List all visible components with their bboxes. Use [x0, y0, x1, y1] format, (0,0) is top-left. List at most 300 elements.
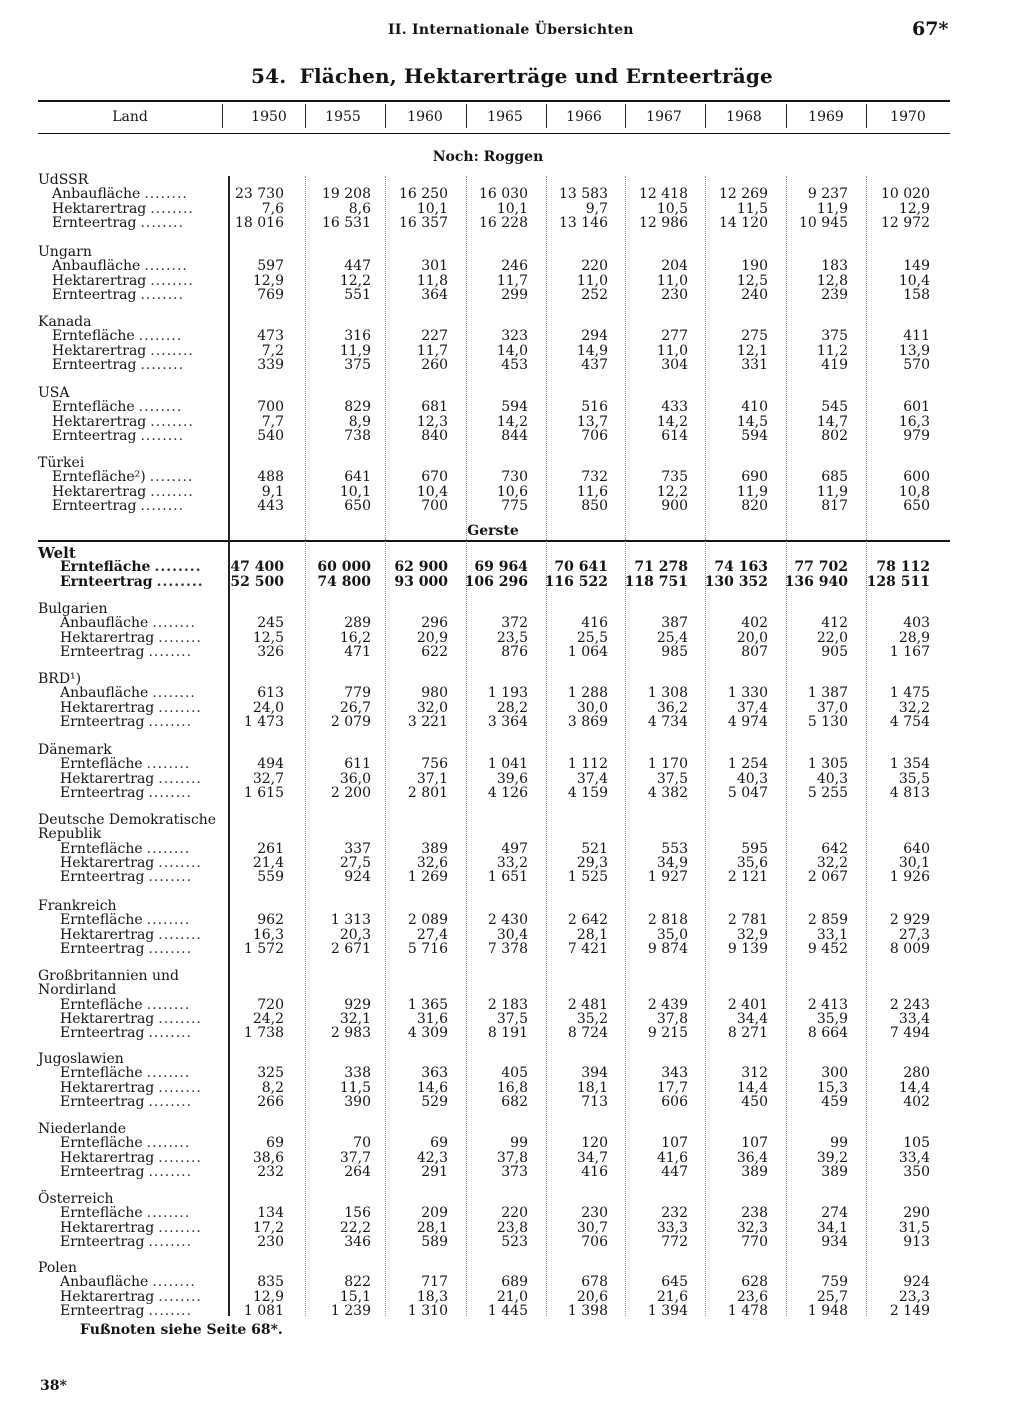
- row-label-text: Ernteertrag: [52, 498, 137, 514]
- table-cell: 23,5: [496, 629, 528, 646]
- table-cell: 116 522: [544, 573, 608, 590]
- table-cell: 26,7: [339, 699, 371, 716]
- table-cell: 1 239: [330, 1302, 371, 1319]
- row-label-text: Erntefläche: [60, 1066, 143, 1081]
- table-cell: 18,1: [576, 1079, 608, 1096]
- leader-dots: ........: [146, 841, 191, 857]
- table-cell: 1 041: [487, 756, 528, 773]
- table-cell: 31,6: [416, 1010, 448, 1027]
- leader-dots: ........: [158, 1150, 202, 1166]
- section-label-gerste: Gerste: [467, 523, 519, 539]
- table-cell: 2 401: [727, 996, 768, 1013]
- row-label-text: Erntefläche: [52, 400, 135, 415]
- country-name: Bulgarien: [38, 601, 108, 617]
- table-cell: 17,7: [656, 1079, 688, 1096]
- table-cell: 2 430: [487, 912, 528, 929]
- row-label: [60, 786, 226, 801]
- row-label: [60, 942, 226, 957]
- leader-dots: ........: [158, 1080, 202, 1096]
- row-label-text: Hektarertrag: [60, 771, 155, 787]
- table-cell: 11,0: [656, 272, 688, 289]
- country-name: Jugoslawien: [38, 1051, 124, 1067]
- table-cell: 1 651: [487, 869, 528, 886]
- leader-dots: ........: [149, 470, 194, 485]
- row-label: [60, 928, 226, 943]
- table-cell: 1 310: [407, 1302, 448, 1319]
- leader-dots: ........: [146, 913, 191, 928]
- table-cell: 275: [741, 328, 768, 345]
- row-label-text: Hektarertrag: [60, 1220, 155, 1236]
- row-label: [60, 616, 226, 631]
- table-cell: 11,9: [339, 342, 371, 359]
- table-cell: 27,5: [339, 854, 371, 871]
- table-cell: 375: [821, 328, 848, 345]
- row-label: [60, 686, 226, 701]
- table-cell: 447: [661, 1163, 688, 1180]
- table-cell: 962: [257, 912, 284, 929]
- table-cell: 12,2: [339, 272, 371, 289]
- table-cell: 2 671: [330, 940, 371, 957]
- table-cell: 12 972: [881, 214, 930, 231]
- row-label-text: Erntefläche: [60, 841, 143, 857]
- row-label-text: Erntefläche²): [52, 470, 146, 485]
- leader-dots: ........: [150, 201, 194, 217]
- leader-dots: ........: [158, 630, 202, 646]
- table-cell: 713: [581, 1093, 608, 1110]
- header-divider: [786, 104, 787, 128]
- table-cell: 650: [344, 497, 371, 514]
- table-cell: 690: [741, 469, 768, 486]
- table-cell: 4 734: [647, 713, 688, 730]
- table-cell: 35,9: [816, 1010, 848, 1027]
- table-cell: 338: [344, 1065, 371, 1082]
- table-cell: 4 754: [889, 713, 930, 730]
- table-cell: 1 387: [807, 685, 848, 702]
- table-cell: 473: [257, 328, 284, 345]
- table-cell: 37,5: [656, 770, 688, 787]
- table-cell: 403: [903, 615, 930, 632]
- table-cell: 37,0: [816, 699, 848, 716]
- table-cell: 559: [257, 869, 284, 886]
- table-cell: 25,5: [576, 629, 608, 646]
- table-cell: 130 352: [704, 573, 768, 590]
- table-cell: 11,9: [736, 483, 768, 500]
- table-cell: 720: [257, 996, 284, 1013]
- table-cell: 10,6: [496, 483, 528, 500]
- table-cell: 640: [903, 840, 930, 857]
- table-cell: 34,4: [736, 1010, 768, 1027]
- table-cell: 346: [344, 1233, 371, 1250]
- table-cell: 52 500: [230, 573, 284, 590]
- table-cell: 21,4: [252, 854, 284, 871]
- table-cell: 601: [903, 399, 930, 416]
- table-cell: 613: [257, 685, 284, 702]
- row-label-text: Ernteertrag: [60, 941, 145, 957]
- table-cell: 339: [257, 356, 284, 373]
- table-cell: 2 818: [647, 912, 688, 929]
- table-cell: 39,6: [496, 770, 528, 787]
- table-cell: 299: [501, 286, 528, 303]
- leader-dots: ........: [154, 560, 202, 575]
- table-cell: 245: [257, 615, 284, 632]
- table-cell: 389: [821, 1163, 848, 1180]
- row-label: [60, 631, 226, 646]
- table-cell: 74 800: [317, 573, 371, 590]
- table-cell: 934: [821, 1233, 848, 1250]
- row-label: [52, 415, 218, 430]
- row-label: [60, 560, 226, 575]
- table-cell: 220: [501, 1205, 528, 1222]
- table-cell: 732: [581, 469, 608, 486]
- row-label: [60, 998, 226, 1013]
- leader-dots: ........: [156, 574, 204, 590]
- table-cell: 28,9: [898, 629, 930, 646]
- table-cell: 70 641: [554, 559, 608, 576]
- table-cell: 11,5: [736, 200, 768, 217]
- table-cell: 32,3: [736, 1219, 768, 1236]
- table-cell: 230: [661, 286, 688, 303]
- table-cell: 913: [903, 1233, 930, 1250]
- leader-dots: ........: [158, 927, 202, 943]
- table-cell: 2 801: [407, 784, 448, 801]
- table-cell: 264: [344, 1163, 371, 1180]
- table-cell: 10,8: [898, 483, 930, 500]
- table-cell: 402: [903, 1093, 930, 1110]
- table-cell: 5 716: [407, 940, 448, 957]
- row-label: [60, 1136, 226, 1151]
- table-cell: 980: [421, 685, 448, 702]
- table-cell: 364: [421, 286, 448, 303]
- table-cell: 685: [821, 469, 848, 486]
- table-cell: 37,8: [656, 1010, 688, 1027]
- leader-dots: ........: [144, 259, 188, 274]
- table-cell: 4 159: [567, 784, 608, 801]
- table-cell: 40,3: [736, 770, 768, 787]
- table-cell: 230: [257, 1233, 284, 1250]
- table-cell: 12,3: [416, 413, 448, 430]
- leader-dots: ........: [152, 1275, 196, 1290]
- table-cell: 759: [821, 1274, 848, 1291]
- table-cell: 7,2: [261, 342, 284, 359]
- table-cell: 220: [581, 258, 608, 275]
- table-cell: 416: [581, 1163, 608, 1180]
- column-header-year: 1967: [646, 109, 682, 125]
- table-cell: 37,4: [576, 770, 608, 787]
- page-number: 67*: [912, 18, 949, 40]
- leader-dots: ........: [148, 1234, 193, 1250]
- table-cell: 11,0: [656, 342, 688, 359]
- table-cell: 900: [661, 497, 688, 514]
- table-cell: 33,2: [496, 854, 528, 871]
- row-label-text: Ernteertrag: [60, 785, 145, 801]
- table-cell: 1 064: [567, 643, 608, 660]
- table-cell: 15,3: [816, 1079, 848, 1096]
- table-cell: 10,1: [496, 200, 528, 217]
- table-cell: 689: [501, 1274, 528, 1291]
- header-divider: [546, 104, 547, 128]
- table-cell: 33,4: [898, 1149, 930, 1166]
- row-label: [52, 499, 218, 514]
- header-top-rule: [38, 100, 950, 102]
- table-cell: 730: [501, 469, 528, 486]
- country-name: Kanada: [38, 314, 92, 330]
- row-label-text: Hektarertrag: [60, 1080, 155, 1096]
- table-cell: 5 130: [807, 713, 848, 730]
- table-cell: 642: [821, 840, 848, 857]
- row-label-text: Hektarertrag: [60, 700, 155, 716]
- table-cell: 14,5: [736, 413, 768, 430]
- table-cell: 34,9: [656, 854, 688, 871]
- table-cell: 929: [344, 996, 371, 1013]
- column-header-land: Land: [112, 109, 148, 125]
- table-cell: 2 983: [330, 1025, 371, 1042]
- table-cell: 12 986: [639, 214, 688, 231]
- table-cell: 1 445: [487, 1302, 528, 1319]
- table-cell: 419: [821, 356, 848, 373]
- section-rule-gerste: [38, 540, 950, 542]
- table-cell: 70: [353, 1135, 371, 1152]
- table-cell: 16 250: [399, 186, 448, 203]
- leader-dots: ........: [148, 785, 193, 801]
- table-cell: 453: [501, 356, 528, 373]
- row-label: [52, 358, 218, 373]
- leader-dots: ........: [150, 484, 194, 500]
- table-cell: 985: [661, 643, 688, 660]
- table-cell: 227: [421, 328, 448, 345]
- table-cell: 16,3: [898, 413, 930, 430]
- table-cell: 876: [501, 643, 528, 660]
- table-cell: 31,5: [898, 1219, 930, 1236]
- table-cell: 35,6: [736, 854, 768, 871]
- table-cell: 1 473: [243, 713, 284, 730]
- table-cell: 4 126: [487, 784, 528, 801]
- row-label: [52, 429, 218, 444]
- table-cell: 2 079: [330, 713, 371, 730]
- table-cell: 8 009: [889, 940, 930, 957]
- table-cell: 447: [344, 258, 371, 275]
- row-label: [52, 329, 218, 344]
- table-cell: 32,9: [736, 926, 768, 943]
- table-cell: 28,2: [496, 699, 528, 716]
- table-cell: 1 170: [647, 756, 688, 773]
- row-label: [52, 187, 218, 202]
- table-cell: 32,1: [339, 1010, 371, 1027]
- table-cell: 7 421: [567, 940, 608, 957]
- table-cell: 10 945: [799, 214, 848, 231]
- table-cell: 2 067: [807, 869, 848, 886]
- table-cell: 389: [741, 1163, 768, 1180]
- table-cell: 1 948: [807, 1302, 848, 1319]
- table-cell: 71 278: [634, 559, 688, 576]
- table-cell: 516: [581, 399, 608, 416]
- table-cell: 42,3: [416, 1149, 448, 1166]
- leader-dots: ........: [148, 870, 193, 885]
- table-cell: 497: [501, 840, 528, 857]
- table-cell: 412: [821, 615, 848, 632]
- country-name: USA: [38, 385, 70, 401]
- table-cell: 924: [903, 1274, 930, 1291]
- table-cell: 33,3: [656, 1219, 688, 1236]
- table-cell: 14,4: [898, 1079, 930, 1096]
- table-cell: 1 081: [243, 1302, 284, 1319]
- table-cell: 523: [501, 1233, 528, 1250]
- table-cell: 553: [661, 840, 688, 857]
- table-cell: 772: [661, 1233, 688, 1250]
- table-cell: 69 964: [474, 559, 528, 576]
- row-label-text: Ernteertrag: [52, 357, 137, 373]
- table-cell: 32,7: [252, 770, 284, 787]
- table-cell: 107: [661, 1135, 688, 1152]
- table-cell: 11,6: [576, 483, 608, 500]
- leader-dots: ........: [146, 1206, 191, 1221]
- row-label: [52, 288, 218, 303]
- table-cell: 437: [581, 356, 608, 373]
- table-cell: 11,8: [416, 272, 448, 289]
- row-label: [60, 1026, 226, 1041]
- table-cell: 11,7: [416, 342, 448, 359]
- row-label-text: Ernteertrag: [60, 1094, 145, 1110]
- table-cell: 471: [344, 643, 371, 660]
- table-cell: 2 642: [567, 912, 608, 929]
- table-cell: 589: [421, 1233, 448, 1250]
- table-cell: 12,5: [736, 272, 768, 289]
- table-cell: 410: [741, 399, 768, 416]
- table-cell: 32,6: [416, 854, 448, 871]
- table-cell: 11,5: [339, 1079, 371, 1096]
- table-cell: 11,7: [496, 272, 528, 289]
- table-cell: 10 020: [881, 186, 930, 203]
- table-cell: 240: [741, 286, 768, 303]
- table-cell: 14,9: [576, 342, 608, 359]
- table-cell: 717: [421, 1274, 448, 1291]
- row-label-text: Hektarertrag: [52, 343, 147, 359]
- table-cell: 2 859: [807, 912, 848, 929]
- leader-dots: ........: [158, 1289, 202, 1305]
- table-cell: 614: [661, 427, 688, 444]
- table-cell: 15,1: [339, 1288, 371, 1305]
- table-cell: 30,1: [898, 854, 930, 871]
- table-cell: 1 354: [889, 756, 930, 773]
- row-label: [60, 701, 226, 716]
- table-cell: 27,4: [416, 926, 448, 943]
- row-label-text: Ernteertrag: [60, 1164, 145, 1180]
- table-cell: 36,4: [736, 1149, 768, 1166]
- country-name: Deutsche Demokratische: [38, 812, 217, 828]
- column-header-year: 1968: [726, 109, 762, 125]
- row-label-text: Hektarertrag: [52, 201, 147, 217]
- table-cell: 25,7: [816, 1288, 848, 1305]
- leader-dots: ........: [150, 343, 194, 359]
- table-cell: 290: [903, 1205, 930, 1222]
- leader-dots: ........: [158, 855, 202, 871]
- table-cell: 74 163: [714, 559, 768, 576]
- country-name: UdSSR: [38, 172, 89, 188]
- table-cell: 239: [821, 286, 848, 303]
- leader-dots: ........: [140, 498, 185, 514]
- table-cell: 2 121: [727, 869, 768, 886]
- table-cell: 230: [581, 1205, 608, 1222]
- table-cell: 9,7: [585, 200, 608, 217]
- row-label: [60, 1206, 226, 1221]
- table-cell: 9 452: [807, 940, 848, 957]
- row-label: [60, 645, 226, 660]
- table-cell: 3 364: [487, 713, 528, 730]
- row-label-text: Hektarertrag: [60, 1289, 155, 1305]
- table-cell: 521: [581, 840, 608, 857]
- leader-dots: ........: [148, 1164, 193, 1180]
- table-cell: 450: [741, 1093, 768, 1110]
- table-cell: 756: [421, 756, 448, 773]
- table-cell: 232: [257, 1163, 284, 1180]
- table-cell: 1 926: [889, 869, 930, 886]
- leader-dots: ........: [140, 287, 185, 303]
- table-cell: 822: [344, 1274, 371, 1291]
- row-label: [60, 1304, 226, 1319]
- table-cell: 280: [903, 1065, 930, 1082]
- table-cell: 23,3: [898, 1288, 930, 1305]
- table-number: 54.: [251, 64, 287, 88]
- row-label-text: Ernteertrag: [60, 870, 145, 885]
- table-cell: 34,7: [576, 1149, 608, 1166]
- row-label: [60, 913, 226, 928]
- table-cell: 22,0: [816, 629, 848, 646]
- table-cell: 1 193: [487, 685, 528, 702]
- table-cell: 12 269: [719, 186, 768, 203]
- table-cell: 37,8: [496, 1149, 528, 1166]
- table-cell: 12,8: [816, 272, 848, 289]
- table-cell: 5 047: [727, 784, 768, 801]
- table-cell: 325: [257, 1065, 284, 1082]
- table-cell: 738: [344, 427, 371, 444]
- leader-dots: ........: [146, 1066, 191, 1081]
- table-cell: 12,9: [898, 200, 930, 217]
- table-cell: 29,3: [576, 854, 608, 871]
- table-cell: 16 357: [399, 214, 448, 231]
- table-cell: 363: [421, 1065, 448, 1082]
- row-label: [60, 1221, 226, 1236]
- country-name: Niederlande: [38, 1121, 127, 1137]
- table-cell: 7,6: [261, 200, 284, 217]
- table-cell: 301: [421, 258, 448, 275]
- table-cell: 323: [501, 328, 528, 345]
- table-cell: 289: [344, 615, 371, 632]
- table-cell: 20,6: [576, 1288, 608, 1305]
- row-label-text: Hektarertrag: [60, 855, 155, 871]
- table-cell: 32,2: [898, 699, 930, 716]
- table-cell: 700: [257, 399, 284, 416]
- table-cell: 183: [821, 258, 848, 275]
- row-label: [60, 856, 226, 871]
- table-cell: 93 000: [394, 573, 448, 590]
- row-label: [60, 1012, 226, 1027]
- table-cell: 645: [661, 1274, 688, 1291]
- table-cell: 8,2: [261, 1079, 284, 1096]
- table-cell: 158: [903, 286, 930, 303]
- table-cell: 33,1: [816, 926, 848, 943]
- header-divider: [385, 104, 386, 128]
- table-cell: 16,8: [496, 1079, 528, 1096]
- table-cell: 670: [421, 469, 448, 486]
- row-label: [60, 1290, 226, 1305]
- table-cell: 411: [903, 328, 930, 345]
- table-cell: 13,9: [898, 342, 930, 359]
- table-cell: 291: [421, 1163, 448, 1180]
- row-label-text: Erntefläche: [60, 1206, 143, 1221]
- table-cell: 1 525: [567, 869, 608, 886]
- table-cell: 594: [501, 399, 528, 416]
- table-cell: 2 183: [487, 996, 528, 1013]
- table-cell: 9 215: [647, 1025, 688, 1042]
